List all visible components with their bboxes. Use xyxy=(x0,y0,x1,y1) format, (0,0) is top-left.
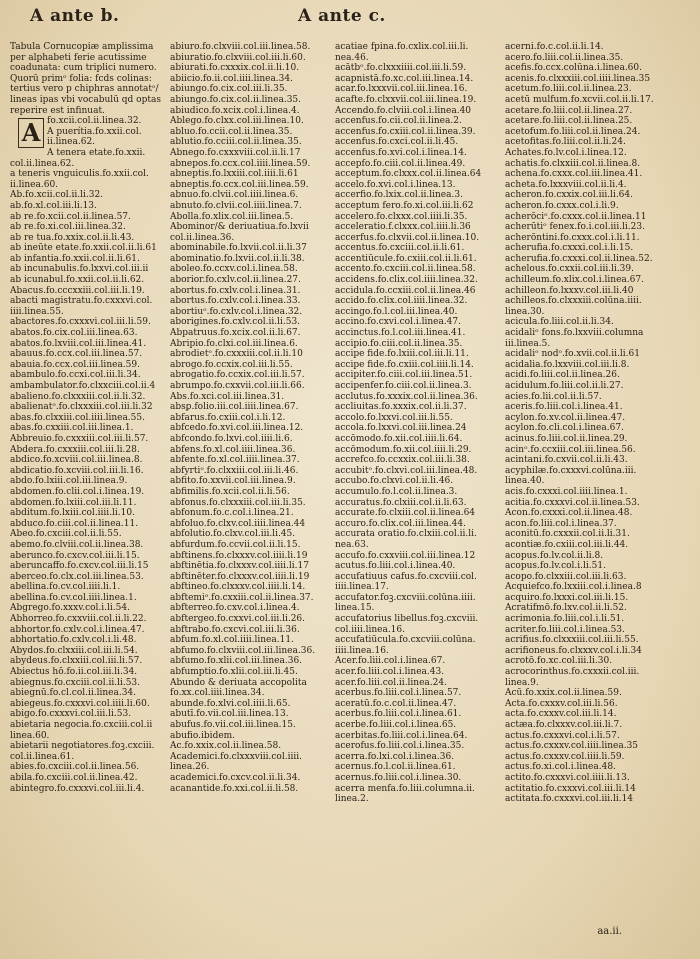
index-entry: accerfus.fo.clxvii.col.ii.linea.10. xyxy=(335,232,480,243)
index-entry: aconitū.fo.cxxxii.col.ii.li.31. xyxy=(505,529,630,540)
index-entry: acicula.fo.liii.col.ii.li.34. xyxy=(505,317,614,328)
index-entry: Accendo.fo.clviii.col.i.linea.40 xyxy=(335,105,472,116)
index-entry: accufatiuus cafus.fo.cxcviii.col. xyxy=(335,571,477,582)
index-entry: acopo.fo.clxxiii.col.iii.li.63. xyxy=(505,571,627,582)
index-entry: acriter.fo.liii.col.i.linea.53. xyxy=(505,624,625,635)
index-entry: acies.fo.lii.col.ii.li.57. xyxy=(505,391,602,402)
index-entry: abneptis.fo.lxxiii.col.iiii.li.61 xyxy=(170,169,299,180)
index-entry: accurate.fo.clxiii.col.ii.linea.64 xyxy=(335,508,476,519)
index-entry: Abpatruus.fo.xcix.col.ii.li.67. xyxy=(170,328,301,339)
index-entry: abditum.fo.lxiii.col.iiii.li.10. xyxy=(10,508,135,519)
index-entry: ii.linea.62. xyxy=(47,137,96,148)
index-entry: accurata oratio.fo.clxiii.col.ii.li. xyxy=(335,529,477,540)
index-entry: acrifius.fo.clxxxiii.col.iii.li.55. xyxy=(505,635,639,646)
index-entry: Abhorreo.fo.cxxviii.col.ii.li.22. xyxy=(10,614,147,625)
index-entry: accido.fo.clix.col.iiii.linea.32. xyxy=(335,296,468,307)
index-entry: achilleos.fo.clxxxiii.colūna.iiii. xyxy=(505,296,642,307)
index-entry: linea.26. xyxy=(170,762,210,773)
index-entry: abacti magistratu.fo.cxxxvi.col. xyxy=(10,296,153,307)
index-entry: col.iiii.linea.16. xyxy=(335,624,405,635)
index-entry: acerbus.fo.liii.col.i.linea.57. xyxy=(335,688,462,699)
index-entry: abfyrtiᵒ.fo.clxxiii.col.iii.li.46. xyxy=(170,465,299,476)
index-entry: actus.fo.cxxxv.col.iiii.li.59. xyxy=(505,751,625,762)
index-entry: abnepos.fo.ccx.col.iiii.linea.59. xyxy=(170,158,311,169)
index-entry: acutus.fo.liii.col.i.linea.40. xyxy=(335,561,456,572)
index-entry: acherufia.fo.cxxxi.col.ii.linea.52. xyxy=(505,253,653,264)
index-entry: acyphilæ.fo.cxxxvi.colūna.iii. xyxy=(505,465,637,476)
index-entry: Acratifmō.fo.lxv.col.ii.li.52. xyxy=(505,603,627,614)
index-entry: actus.fo.cxxxv.col.iiii.linea.35 xyxy=(505,741,639,752)
index-entry: acidalia.fo.lxxviii.col.iii.li.8. xyxy=(505,359,630,370)
index-entry: acerni.fo.c.col.ii.li.14. xyxy=(505,42,604,52)
index-entry: ab infantia.fo.xxii.col.ii.li.61. xyxy=(10,253,140,264)
index-entry: acrocorinthus.fo.cxxxii.col.iii. xyxy=(505,667,640,678)
index-entry: acefis.fo.ccx.colūna.i.linea.60. xyxy=(505,63,642,74)
index-entry: abiungo.fo.cix.col.iii.li.35. xyxy=(170,84,288,95)
running-head-right: A ante c. xyxy=(298,6,386,26)
index-entry: Abiectus hō.fo.ii.col.iii.li.34. xyxy=(10,667,138,678)
index-column-1 xyxy=(10,42,165,794)
index-entry: abhortatio.fo.cxlv.col.i.li.48. xyxy=(10,635,137,646)
index-entry: acero.fo.liii.col.ii.linea.35. xyxy=(505,52,624,63)
index-entry: acetum.fo.liii.col.ii.linea.23. xyxy=(505,84,632,95)
index-entry: accentus.fo.cxciii.col.ii.li.61. xyxy=(335,243,465,254)
index-entry: aborigines.fo.cxlv.col.ii.li.53. xyxy=(170,317,301,328)
index-entry: acylon.fo.cli.col.i.linea.67. xyxy=(505,423,624,434)
index-entry: acis.fo.cxxxi.col.iiii.linea.1. xyxy=(505,486,628,497)
index-entry: col.ii.linea.36. xyxy=(170,232,235,243)
index-entry: abfens.fo.xl.col.iiii.linea.36. xyxy=(170,444,296,455)
index-entry: Achates.fo.lv.col.i.linea.12. xyxy=(505,147,627,158)
index-entry: linea.30. xyxy=(505,306,545,317)
index-entry: abftergeo.fo.cxxvi.col.iii.li.26. xyxy=(170,614,306,625)
index-entry: abatos.fo.cix.col.iii.linea.63. xyxy=(10,328,138,339)
index-entry: abominatio.fo.lxvii.col.ii.li.38. xyxy=(170,253,305,264)
index-entry: abrogatio.fo.ccxix.col.iii.li.57. xyxy=(170,370,305,381)
index-entry: acheron.fo.cxxx.col.i.li.9. xyxy=(505,200,619,211)
index-entry: acontiæ.fo.cxiii.col.iii.li.44. xyxy=(505,539,629,550)
index-entry: acherōntini.fo.cxxx.col.i.li.11. xyxy=(505,232,640,243)
index-entry: abfumo.fo.xlii.col.iii.linea.36. xyxy=(170,656,303,667)
index-entry: abdicatio.fo.xcviii.col.iii.li.16. xyxy=(10,465,144,476)
index-entry: acrotō.fo.xc.col.iii.li.30. xyxy=(505,656,613,667)
index-entry: accufatorius libellus.foꝫ.cxcviii. xyxy=(335,614,479,625)
index-entry: A tenera etate.fo.xxii. xyxy=(47,147,146,158)
index-entry: A puerítia.fo.xxii.col. xyxy=(47,126,142,137)
intro-paragraph: Tabula Cornucopiæ amplissima per alphabeti ferie acutissime coadunata: cum triplici numero. Quorū primᵒ folia: fcds colinas: tertius vero p chiphras annotatᵒ/ lineas ipas vbi vocabulū qd optas reperire est infinuat. xyxy=(10,42,161,116)
index-entry: nea.63. xyxy=(335,539,369,550)
index-entry: abftinēter.fo.clxxxv.col.iiii.li.19 xyxy=(170,571,310,582)
index-entry: acetofum.fo.liii.col.ii.linea.24. xyxy=(505,126,641,137)
index-entry: acceptum.fo.clxxx.col.ii.linea.64 xyxy=(335,169,482,180)
index-entry: abas.fo.cxxiii.col.iii.linea.1. xyxy=(10,423,134,434)
index-entry: acon.fo.liii.col.i.linea.37. xyxy=(505,518,617,529)
index-entry: Academici.fo.clxxxviii.col.iiii. xyxy=(170,751,302,762)
index-entry: Abolla.fo.xlix.col.iii.linea.5. xyxy=(170,211,294,222)
index-entry: accento.fo.cxciii.col.ii.linea.58. xyxy=(335,264,476,275)
index-entry: abintegro.fo.cxxxvi.col.iii.li.4. xyxy=(10,783,145,794)
index-entry: abftineo.fo.clxxxv.col.iiii.li.14. xyxy=(170,582,306,593)
index-entry: acidaliᵒ fons.fo.lxxviii.columna xyxy=(505,328,644,339)
index-entry: ab icunabul.fo.xxii.col.ii.li.62. xyxy=(10,275,145,286)
index-entry: abfonum.fo.c.col.i.linea.21. xyxy=(170,508,294,519)
index-entry: acenis.fo.clxxxiii.col.iiii.linea.35 xyxy=(505,73,651,84)
index-entry: Acū.fo.xxix.col.ii.linea.59. xyxy=(505,688,622,699)
index-entry: abellina.fo.cv.col.iiii.linea.1. xyxy=(10,592,137,603)
index-entry: abfente.fo.xl.col.iiii.linea.37. xyxy=(170,455,300,466)
index-entry: col.ii.linea.62. xyxy=(10,158,75,169)
index-entry: abauus.fo.ccx.col.iii.linea.57. xyxy=(10,349,143,360)
index-entry: abiungo.fo.cix.col.ii.linea.35. xyxy=(170,94,302,105)
index-entry: fo.xcii.col.ii.linea.32. xyxy=(47,116,142,127)
index-entry: abufus.fo.vii.col.iii.linea.15. xyxy=(170,720,296,730)
index-entry: achilleon.fo.lxxxv.col.iii.li.40 xyxy=(505,285,634,296)
index-entry: accolo.fo.lxxvi.col.iii.li.55. xyxy=(335,412,453,423)
index-entry: abigo.fo.cxxxvi.col.iii.li.53. xyxy=(10,709,132,720)
index-entry: acquiro.fo.lxxxi.col.iii.li.15. xyxy=(505,592,629,603)
index-entry: acintani.fo.cxvii.col.ii.li.43. xyxy=(505,455,628,466)
index-entry: acetofitas.fo.liii.col.ii.li.24. xyxy=(505,137,626,148)
index-entry: Abgrego.fo.xxxv.col.i.li.54. xyxy=(10,603,130,614)
index-entry: Abs.fo.xci.col.iii.linea.31. xyxy=(170,391,285,402)
index-entry: abfoluo.fo.clxv.col.iiii.linea.44 xyxy=(170,518,306,529)
index-entry: accenfus.fo.xvi.col.i.linea.14. xyxy=(335,147,467,158)
entries-column-1 xyxy=(10,116,165,794)
index-entry: abrumpo.fo.cxxvii.col.iii.li.66. xyxy=(170,381,305,391)
index-entry: acernus.fo.liii.col.i.linea.30. xyxy=(335,772,462,783)
index-entry: accufo.fo.cxxviii.col.iii.linea.12 xyxy=(335,550,476,561)
index-entry: actito.fo.cxxxvi.col.iiii.li.13. xyxy=(505,772,630,783)
index-entry: abies.fo.cxciii.col.ii.linea.56. xyxy=(10,762,140,773)
index-entry: Abbreuio.fo.cxxxiii.col.iii.li.57. xyxy=(10,433,149,444)
index-entry: accelo.fo.xvi.col.i.linea.13. xyxy=(335,179,456,190)
index-entry: ab re tua.fo.xxix.col.ii.li.43. xyxy=(10,232,135,243)
index-entry: abfimilis.fo.xcii.col.ii.li.56. xyxy=(170,486,290,497)
index-entry: abunde.fo.xlvi.col.iiii.li.65. xyxy=(170,698,291,709)
index-entry: aberunco.fo.cxcv.col.iii.li.15. xyxy=(10,550,140,561)
index-entry: abydeus.fo.clxxiii.col.iii.li.57. xyxy=(10,656,143,667)
index-entry: abnuto.fo.clvii.col.iiii.linea.7. xyxy=(170,200,302,211)
index-entry: Acquiefco.fo.lxxiii.col.i.linea.8 xyxy=(505,582,642,593)
index-entry: Acta.fo.cxxxv.col.iii.li.56. xyxy=(505,698,618,709)
index-entry: Abnego.fo.cxxxviii.col.ii.li.17 xyxy=(170,147,301,158)
index-entry: acherūtiᵒ fenex.fo.i.col.iii.li.23. xyxy=(505,222,645,233)
index-entry: acceptum fero.fo.xi.col.iii.li.62 xyxy=(335,200,474,211)
entries-column-2 xyxy=(170,42,330,794)
index-entry: abfarus.fo.cxiii.col.i.li.12. xyxy=(170,412,286,423)
index-entry: accipenfer.fo.ciii.col.ii.linea.3. xyxy=(335,381,472,391)
index-entry: acidi.fo.liii.col.ii.linea.26. xyxy=(505,370,620,381)
index-entry: Acon.fo.cxxxi.col.ii.linea.48. xyxy=(505,508,633,519)
index-entry: acheron.fo.cxxix.col.iii.li.64. xyxy=(505,190,633,201)
index-entry: accola.fo.lxxvi.col.iii.linea.24 xyxy=(335,423,467,434)
index-entry: abrogo.fo.ccxix.col.iii.li.55. xyxy=(170,359,293,370)
index-entry: Acer.fo.liii.col.i.linea.67. xyxy=(335,656,446,667)
index-entry: abalienatᵒ.fo.clxxxiii.col.iii.li.32 xyxy=(10,402,153,413)
index-entry: acerbe.fo.liii.col.i.linea.65. xyxy=(335,720,457,730)
index-entry: acidaliᵒ nodᵒ.fo.xvii.col.ii.li.61 xyxy=(505,349,640,360)
index-entry: accōmodo.fo.xii.col.iiii.li.64. xyxy=(335,433,463,444)
index-entry: Abeo.fo.cxciii.col.ii.li.55. xyxy=(10,529,122,540)
index-entry: acātbᵒ.fo.clxxxiiii.col.iii.li.59. xyxy=(335,63,467,74)
index-entry: acar.fo.lxxxvii.col.iii.linea.16. xyxy=(335,84,468,95)
index-entry: abortus.fo.cxlv.col.i.linea.31. xyxy=(170,285,301,296)
index-entry: acanantide.fo.xxi.col.ii.li.58. xyxy=(170,783,299,794)
index-entry: accelero.fo.clxxx.col.iiii.li.35. xyxy=(335,211,468,222)
index-entry: abiegeus.fo.cxxxvi.col.iiii.li.60. xyxy=(10,698,150,709)
index-entry: abdomen.fo.clii.col.i.linea.19. xyxy=(10,486,145,497)
index-entry: abftinens.fo.clxxxv.col.iiii.li.19 xyxy=(170,550,308,561)
index-entry: abfcondo.fo.lxvi.col.iiii.li.6. xyxy=(170,433,293,444)
index-entry: abactores.fo.cxxxvi.col.iii.li.59. xyxy=(10,317,151,328)
index-entry: accōmodum.fo.xii.col.iiii.li.29. xyxy=(335,444,472,455)
index-entry: iiii.linea.16. xyxy=(335,645,389,656)
index-entry: acceleratio.f.clxxx.col.iiii.li.36 xyxy=(335,222,471,233)
index-entry: acapnistā.fo.xc.col.iii.linea.14. xyxy=(335,73,474,84)
entries-column-4 xyxy=(505,42,695,805)
index-entry: accingo.fo.l.col.iii.linea.40. xyxy=(335,306,458,317)
index-entry: abhortor.fo.cxlv.col.i.linea.47. xyxy=(10,624,145,635)
index-entry: iii.linea.5. xyxy=(505,338,551,349)
index-entry: abfumptio.fo.xlii.col.iii.li.45. xyxy=(170,667,298,678)
index-entry: abortiuᵒ.fo.cxlv.col.i.linea.32. xyxy=(170,306,303,317)
index-entry: ab re.fo.xcii.col.ii.linea.57. xyxy=(10,211,131,222)
index-entry: acinᵒ.fo.ccxiii.col.iii.linea.56. xyxy=(505,444,636,455)
index-entry: abambulo.fo.ccxi.col.iii.li.34. xyxy=(10,370,141,381)
index-entry: ii.linea.60. xyxy=(10,179,59,190)
index-entry: Ab.fo.xcii.col.ii.li.32. xyxy=(10,190,104,201)
index-entry: acer.fo.liii.col.i.linea.43. xyxy=(335,667,445,678)
index-entry: linea.15. xyxy=(335,603,375,614)
index-entry: accuratus.fo.clxiii.col.ii.li.63. xyxy=(335,497,467,508)
index-entry: abfolutio.fo.clxv.col.iii.li.45. xyxy=(170,529,296,540)
index-entry: Ac.fo.xxix.col.ii.linea.58. xyxy=(170,741,282,752)
index-entry: acopus.fo.lv.col.ii.li.8. xyxy=(505,550,604,561)
index-entry: acer.fo.liii.col.ii.linea.24. xyxy=(335,677,447,688)
index-entry: abdomen.fo.lxiii.col.iii.li.11. xyxy=(10,497,137,508)
index-entry: accubo.fo.clxvi.col.ii.li.46. xyxy=(335,476,454,487)
index-entry: acopus.fo.lv.col.i.li.51. xyxy=(505,561,606,572)
index-entry: ab ineūte etate.fo.xxii.col.ii.li.61 xyxy=(10,243,157,254)
index-entry: accepfo.fo.ciii.col.ii.linea.49. xyxy=(335,158,466,169)
index-entry: acherōciᵒ.fo.cxxx.col.ii.linea.11 xyxy=(505,211,647,222)
index-entry: acrimonia.fo.liii.col.i.li.51. xyxy=(505,614,625,625)
index-entry: abietarii negotiatores.foꝫ.cxciii. xyxy=(10,741,155,752)
index-entry: fo.xx.col.iiii.linea.34. xyxy=(170,688,265,699)
index-entry: abauia.fo.ccx.col.iii.linea.59. xyxy=(10,359,140,370)
running-head-left: A ante b. xyxy=(30,6,120,26)
index-entry: abortus.fo.cxlv.col.i.linea.33. xyxy=(170,296,301,307)
index-entry: Abacus.fo.cccxxiii.col.iii.li.19. xyxy=(10,285,145,296)
signature-mark: aa.ii. xyxy=(597,926,622,937)
index-entry: accidens.fo.clix.col.iiii.linea.32. xyxy=(335,275,478,286)
index-entry: accerfio.fo.lxix.col.ii.linea.3. xyxy=(335,190,463,201)
index-entry: accipio.fo.ciii.col.ii.linea.35. xyxy=(335,338,463,349)
index-entry: abutī.fo.vii.col.iii.linea.13. xyxy=(170,709,289,720)
index-entry: ab re.fo.xi.col.iii.linea.32. xyxy=(10,222,126,233)
index-entry: aberuncaffo.fo.cxcv.col.iii.li.15 xyxy=(10,561,149,572)
index-entry: linea.9. xyxy=(505,677,539,688)
index-entry: acta.fo.cxxxv.col.iii.li.14. xyxy=(505,709,617,720)
index-entry: acetare.fo.liii.col.ii.linea.27. xyxy=(505,105,633,116)
index-entry: acerofus.fo.liii.col.i.linea.35. xyxy=(335,741,465,752)
index-entry: accufator.foꝫ.cxcviii.colūna.iiii. xyxy=(335,592,476,603)
index-column-4 xyxy=(505,42,695,805)
index-entry: accubitᵒ.fo.clxvi.col.iii.linea.48. xyxy=(335,465,478,476)
index-entry: accentiūcule.fo.cxiii.col.ii.li.61. xyxy=(335,253,477,264)
index-entry: Abominor/& deriuatiua.fo.lxvii xyxy=(170,222,309,233)
index-entry: actitata.fo.cxxxvi.col.iii.li.14 xyxy=(505,794,634,805)
index-entry: accliuitas.fo.xxxix.col.ii.li.37. xyxy=(335,402,467,413)
index-entry: abiurati.fo.cxxxix.col.ii.li.10. xyxy=(170,63,300,74)
index-entry: achatis.fo.clxxiii.col.ii.linea.8. xyxy=(505,158,641,169)
index-entry: ambambulator.fo.clxxciii.col.ii.4 xyxy=(10,381,156,391)
index-entry: abemo.fo.clviii.col.ii.linea.38. xyxy=(10,539,144,550)
index-entry: acclutus.fo.xxxix.col.ii.linea.36. xyxy=(335,391,478,402)
index-entry: ab incunabulis.fo.lxxvi.col.iii.ii xyxy=(10,264,149,275)
index-entry: accinctus.fo.l.col.iii.linea.41. xyxy=(335,328,466,339)
index-entry: Abdera.fo.cxxxiii.col.iii.li.28. xyxy=(10,444,140,455)
index-entry: actus.fo.cxxxvi.col.i.li.57. xyxy=(505,730,620,741)
index-entry: accufatiūcula.fo.cxcviii.colūna. xyxy=(335,635,476,646)
index-entry: Abundo & deriuata accopolita xyxy=(170,677,307,688)
index-entry: acylon.fo.xv.col.ii.linea.47. xyxy=(505,412,626,423)
index-entry: abfum.fo.xl.col.iiii.linea.11. xyxy=(170,635,294,646)
index-entry: acerra menfa.fo.liii.columna.ii. xyxy=(335,783,475,794)
index-entry: achilleum.fo.xlix.col.i.linea.67. xyxy=(505,275,644,286)
index-entry: abftinētia.fo.clxxxv.col.iiii.li.17 xyxy=(170,561,309,572)
index-entry: aceratū.fo.c.col.ii.linea.47. xyxy=(335,698,457,709)
index-entry: accidula.fo.ccxiii.col.ii.linea.46 xyxy=(335,285,476,296)
index-entry: aboleo.fo.ccxv.col.i.linea.58. xyxy=(170,264,298,275)
index-entry: acheta.fo.lxxxviii.col.ii.li.4. xyxy=(505,179,627,190)
index-entry: linea.60. xyxy=(10,730,50,741)
index-entry: abatos.fo.lxviii.col.iii.linea.41. xyxy=(10,338,147,349)
index-entry: abila.fo.cxciii.col.ii.linea.42. xyxy=(10,772,138,783)
index-entry: acitia.fo.cxxxvi.col.ii.linea.53. xyxy=(505,497,640,508)
index-entry: accenfus.fo.cxci.col.ii.li.45. xyxy=(335,137,459,148)
index-entry: abnuo.fo.clvii.col.iiii.linea.6. xyxy=(170,190,299,201)
index-entry: aceris.fo.liii.col.i.linea.41. xyxy=(505,402,623,413)
index-entry: abiudico.fo.xcix.col.i.linea.4. xyxy=(170,105,300,116)
index-entry: acerra.fo.lxi.col.i.linea.36. xyxy=(335,751,455,762)
index-entry: accipe fide.fo.cxiii.col.iiii.li.14. xyxy=(335,359,474,370)
index-entry: a teneris vnguiculis.fo.xxii.col. xyxy=(10,169,149,180)
index-entry: abdico.fo.xcviii.col.iii.linea.8. xyxy=(10,455,143,466)
index-entry: Ablego.fo.clxx.col.iii.linea.10. xyxy=(170,116,304,127)
index-column-2 xyxy=(170,42,330,794)
decorated-initial: A xyxy=(18,118,44,148)
index-entry: accenfus.fo.cxiii.col.ii.linea.39. xyxy=(335,126,476,137)
index-entry: achelous.fo.cxxii.col.iii.li.39. xyxy=(505,264,634,275)
index-entry: abalieno.fo.clxxxiii.col.ii.li.32. xyxy=(10,391,146,402)
index-entry: abiuro.fo.clxviii.col.iii.linea.58. xyxy=(170,42,311,52)
index-entry: ablutio.fo.cciii.col.ii.linea.35. xyxy=(170,137,302,148)
index-entry: abrodietᵒ.fo.cxxxiii.col.ii.li.10 xyxy=(170,349,303,360)
index-entry: achena.fo.cxxx.col.iii.linea.41. xyxy=(505,169,643,180)
index-entry: accipe fide.fo.lxiii.col.iii.li.11. xyxy=(335,349,469,360)
index-entry: col.ii.linea.61. xyxy=(10,751,75,762)
index-entry: acatiae fpina.fo.cxlix.col.iii.li. xyxy=(335,42,469,52)
index-entry: abiuratio.fo.clxviii.col.iii.li.60. xyxy=(170,52,306,63)
index-entry: accenfus.fo.cii.col.ii.linea.2. xyxy=(335,116,462,127)
index-entry: actæa.fo.clxxxv.col.iii.li.7. xyxy=(505,720,623,730)
index-entry: accuro.fo.clix.col.iii.linea.44. xyxy=(335,518,466,529)
index-entry: iiii.linea.17. xyxy=(335,582,389,593)
index-entry: aberceo.fo.clx.col.iii.linea.53. xyxy=(10,571,144,582)
index-entry: abiegnū.fo.cl.col.ii.linea.34. xyxy=(10,688,137,699)
index-entry: abneptis.fo.ccx.col.iii.linea.59. xyxy=(170,179,309,190)
index-entry: linea.2. xyxy=(335,794,369,805)
index-entry: accipiter.fo.ciii.col.iii.linea.51. xyxy=(335,370,473,381)
index-entry: abominabile.fo.lxvii.col.ii.li.37 xyxy=(170,243,307,254)
index-entry: acetū mulfum.fo.xcvii.col.ii.li.17. xyxy=(505,94,654,105)
index-entry: acerbus.fo.liii.col.i.linea.61. xyxy=(335,709,462,720)
index-entry: abietaria negocia.fo.cxciii.col.ii xyxy=(10,720,153,730)
index-column-3 xyxy=(335,42,500,805)
index-entry: aborior.fo.cxlv.col.ii.linea.27. xyxy=(170,275,301,286)
index-entry: abluo.fo.ccii.col.ii.linea.35. xyxy=(170,126,293,137)
index-entry: linea.40. xyxy=(505,476,545,487)
index-entry: acernus.fo.l.col.ii.linea.61. xyxy=(335,762,456,773)
index-entry: ab.fo.xl.col.iii.li.13. xyxy=(10,200,97,211)
index-entry: academici.fo.cxcv.col.ii.li.34. xyxy=(170,772,301,783)
index-entry: abiegnus.fo.cxciii.col.ii.li.53. xyxy=(10,677,141,688)
index-entry: actitatio.fo.cxxxvi.col.iii.li.14 xyxy=(505,783,636,794)
index-entry: accino.fo.cxvi.col.i.linea.47. xyxy=(335,317,461,328)
index-entry: abfonus.fo.clxxxiii.col.iii.li.35. xyxy=(170,497,306,508)
index-entry: abfito.fo.xxvii.col.iii.linea.9. xyxy=(170,476,296,487)
index-entry: absꝑ.folio.iii.col.iiii.linea.67. xyxy=(170,402,299,413)
index-entry: accumulo.fo.l.col.ii.linea.3. xyxy=(335,486,458,497)
index-entry: iiii.linea.55. xyxy=(10,306,64,317)
index-entry: abellina.fo.cv.col.iiii.li.1. xyxy=(10,582,121,593)
index-entry: abftemiᵒ.fo.cxxiii.col.ii.linea.37. xyxy=(170,592,314,603)
index-entry: abfurdum.fo.ccvii.col.ii.li.15. xyxy=(170,539,301,550)
index-entry: Abripio.fo.clxi.col.iii.linea.6. xyxy=(170,338,298,349)
index-entry: acidulum.fo.liii.col.ii.li.27. xyxy=(505,381,624,391)
index-entry: acherufia.fo.cxxxi.col.i.li.15. xyxy=(505,243,634,254)
index-entry: abas.fo.clxxiii.col.iiii.linea.55. xyxy=(10,412,145,423)
index-entry: nea.46. xyxy=(335,52,369,63)
index-entry: abfterreo.fo.cxv.col.i.linea.4. xyxy=(170,603,300,614)
index-entry: abiicio.fo.ii.col.iiii.linea.34. xyxy=(170,73,293,84)
index-entry: abdo.fo.lxiii.col.iii.linea.9. xyxy=(10,476,128,487)
index-entry: Abydos.fo.clxxiii.col.iii.li.54. xyxy=(10,645,138,656)
index-entry: acinus.fo.liii.col.ii.linea.29. xyxy=(505,433,628,444)
index-entry: acerbitas.fo.liii.col.i.linea.64. xyxy=(335,730,468,741)
index-entry: acetare.fo.liii.col.ii.linea.25. xyxy=(505,116,633,127)
index-entry: acrifioneus.fo.clxxxv.col.i.li.34 xyxy=(505,645,642,656)
index-entry: abftrabo.fo.cxcvi.col.iii.li.36. xyxy=(170,624,300,635)
index-entry: abduco.fo.ciii.col.ii.linea.11. xyxy=(10,518,139,529)
index-entry: accrefco.fo.ccxxix.col.iii.li.38. xyxy=(335,455,470,466)
index-entry: acafte.fo.clxxvii.col.iii.linea.19. xyxy=(335,94,477,105)
entries-column-3 xyxy=(335,42,500,805)
index-entry: abfumo.fo.clxviii.col.iii.linea.36. xyxy=(170,645,316,656)
index-entry: actus.fo.xi.col.i.linea.48. xyxy=(505,762,616,773)
index-entry: abfcedo.fo.xvi.col.iii.linea.12. xyxy=(170,423,304,434)
index-entry: abufio.ibidem. xyxy=(170,730,236,741)
